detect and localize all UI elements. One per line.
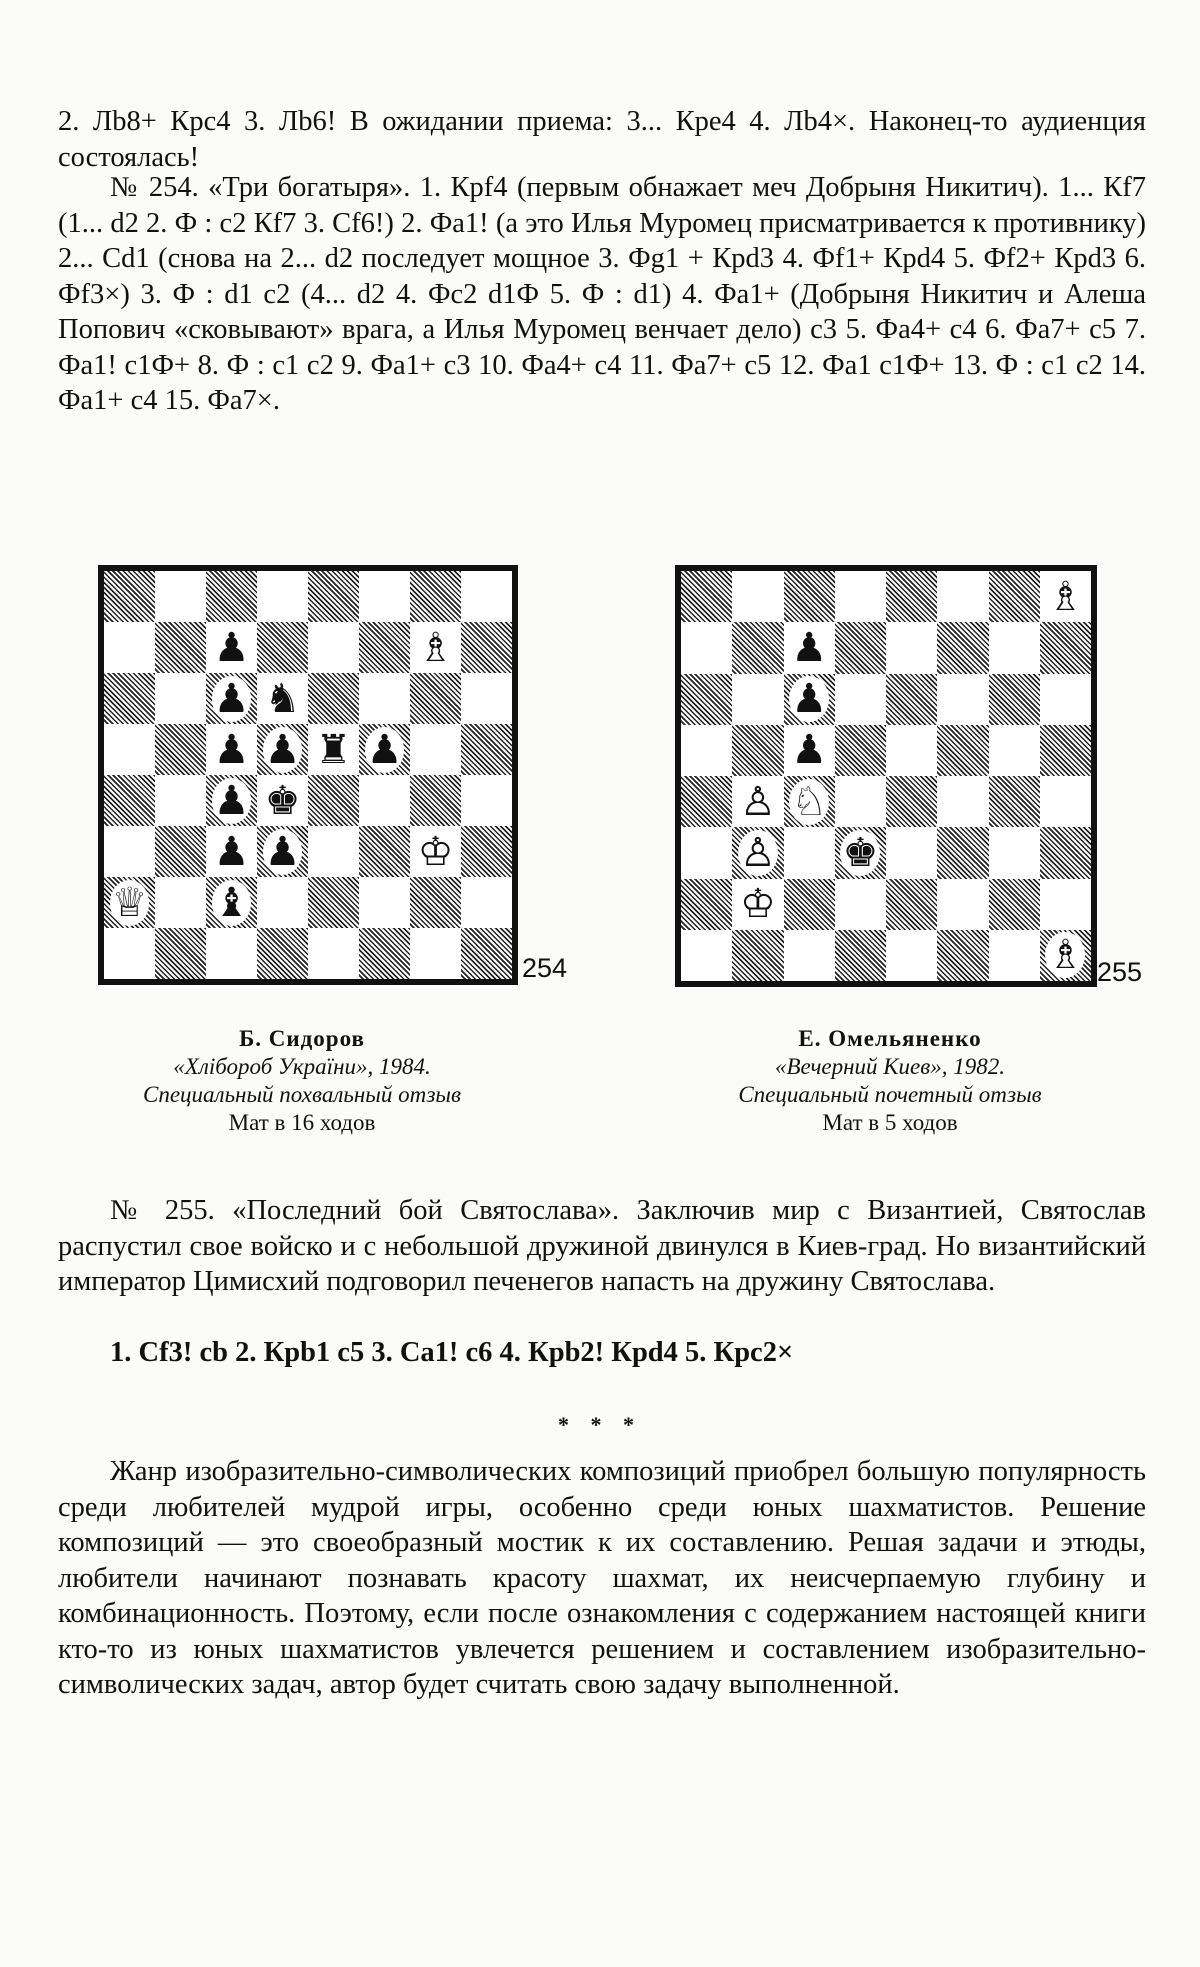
square-h6 [461, 673, 512, 724]
square-a4 [681, 776, 732, 827]
square-c6 [206, 673, 257, 724]
white-pawn-icon [738, 778, 778, 825]
chessboard-255 [675, 565, 1097, 987]
square-f4 [359, 775, 410, 826]
paragraph-solution-253-end: 2. Лb8+ Крc4 3. Лb6! В ожидании приема: 3... Крe4 4. Лb4×. Наконец-то аудиенция состоялась! [58, 106, 1146, 173]
white-king-icon [416, 828, 456, 875]
paragraph-afterword: Жанр изобразительно-символических композиций приобрел большую популярность среди любителей мудрой игры, особенно среди юных шахматистов. Решение композиций — это своеобразный мостик к их составлению. Решая задачи и этюды, любители начинают познавать красоту шахмат, их неисчерпаемую глубину и комбинационность. Поэтому, если после ознакомления с содержанием настоящей книги кто-то из юных шахматистов увлечется решением и составлением изобразительно-символических задач, автор будет считать свою задачу выполненной. [58, 1456, 1146, 1700]
square-c6 [784, 674, 835, 725]
square-g7 [989, 622, 1040, 673]
square-a3 [681, 827, 732, 878]
black-pawn-icon [263, 828, 303, 875]
square-d4 [257, 775, 308, 826]
piece-glyph: ♙ [739, 829, 776, 876]
square-h2 [461, 877, 512, 928]
square-a1 [681, 930, 732, 981]
black-pawn-icon [789, 676, 829, 723]
square-b6 [155, 673, 206, 724]
square-e5 [886, 725, 937, 776]
square-c2 [206, 877, 257, 928]
square-b5 [155, 724, 206, 775]
piece-glyph: ♟ [264, 726, 301, 773]
black-king-icon [263, 777, 303, 824]
square-f5 [937, 725, 988, 776]
square-e8 [886, 571, 937, 622]
square-b7 [732, 622, 783, 673]
square-d3 [257, 826, 308, 877]
piece-glyph: ♕ [111, 879, 148, 926]
square-b8 [732, 571, 783, 622]
square-f3 [359, 826, 410, 877]
square-e1 [308, 928, 359, 979]
square-c5 [784, 725, 835, 776]
square-d3 [835, 827, 886, 878]
white-bishop-icon [416, 624, 456, 671]
piece-glyph: ♟ [213, 828, 250, 875]
black-bishop-icon [212, 879, 252, 926]
square-b2 [155, 877, 206, 928]
section-separator: * * * [558, 1412, 642, 1437]
square-e7 [886, 622, 937, 673]
piece-glyph: ♗ [1047, 932, 1084, 979]
square-c3 [784, 827, 835, 878]
piece-glyph: ♟ [791, 727, 828, 774]
caption-source: «Хлібороб України», 1984. [173, 1054, 431, 1079]
square-f5 [359, 724, 410, 775]
square-g4 [410, 775, 461, 826]
black-pawn-icon [212, 675, 252, 722]
square-e2 [308, 877, 359, 928]
square-a3 [104, 826, 155, 877]
piece-glyph: ♟ [791, 624, 828, 671]
square-b5 [732, 725, 783, 776]
caption-award: Специальный похвальный отзыв [142, 1082, 461, 1107]
square-g4 [989, 776, 1040, 827]
square-d7 [835, 622, 886, 673]
black-rook-icon [314, 726, 354, 773]
square-d2 [835, 879, 886, 930]
square-d8 [257, 571, 308, 622]
square-a6 [104, 673, 155, 724]
square-g5 [410, 724, 461, 775]
square-h8 [1040, 571, 1091, 622]
square-e2 [886, 879, 937, 930]
white-bishop-icon [1045, 573, 1085, 620]
square-f7 [937, 622, 988, 673]
square-a8 [681, 571, 732, 622]
square-d1 [835, 930, 886, 981]
piece-glyph: ♝ [213, 879, 250, 926]
piece-glyph: ♚ [842, 829, 879, 876]
square-h5 [461, 724, 512, 775]
square-a1 [104, 928, 155, 979]
black-pawn-icon [789, 624, 829, 671]
paragraph-solution-255: № 255. «Последний бой Святослава». Заключив мир с Византией, Святослав распустил свое войско и с небольшой дружиной двинулся в Киев-град. Но византийский император Цимисхий подговорил печенегов напасть на дружину Святослава. [58, 1195, 1146, 1297]
square-d5 [257, 724, 308, 775]
square-e1 [886, 930, 937, 981]
square-g8 [989, 571, 1040, 622]
square-g5 [989, 725, 1040, 776]
square-f8 [937, 571, 988, 622]
square-f2 [359, 877, 410, 928]
square-e6 [308, 673, 359, 724]
square-h6 [1040, 674, 1091, 725]
square-b3 [732, 827, 783, 878]
diagram-254 [98, 565, 578, 995]
square-e6 [886, 674, 937, 725]
square-f2 [937, 879, 988, 930]
diagram-255 [675, 565, 1155, 995]
square-g2 [989, 879, 1040, 930]
square-a8 [104, 571, 155, 622]
square-c4 [784, 776, 835, 827]
square-h1 [1040, 930, 1091, 981]
black-pawn-icon [212, 777, 252, 824]
square-b3 [155, 826, 206, 877]
square-g7 [410, 622, 461, 673]
square-a4 [104, 775, 155, 826]
square-c7 [784, 622, 835, 673]
square-d6 [835, 674, 886, 725]
piece-glyph: ♜ [315, 726, 352, 773]
piece-glyph: ♚ [264, 777, 301, 824]
diagram-number: 255 [1097, 957, 1143, 987]
square-b8 [155, 571, 206, 622]
square-h2 [1040, 879, 1091, 930]
black-pawn-icon [365, 726, 405, 773]
white-pawn-icon [738, 829, 778, 876]
piece-glyph: ♟ [213, 777, 250, 824]
piece-glyph: ♞ [264, 675, 301, 722]
piece-glyph: ♟ [213, 624, 250, 671]
square-h3 [1040, 827, 1091, 878]
white-queen-icon [110, 879, 150, 926]
square-d6 [257, 673, 308, 724]
square-a5 [681, 725, 732, 776]
square-c7 [206, 622, 257, 673]
square-d1 [257, 928, 308, 979]
piece-glyph: ♔ [739, 881, 776, 928]
square-g3 [989, 827, 1040, 878]
square-b4 [155, 775, 206, 826]
caption-award: Специальный почетный отзыв [738, 1082, 1042, 1107]
caption-254 [72, 1025, 532, 1137]
square-c1 [784, 930, 835, 981]
square-g6 [989, 674, 1040, 725]
square-a5 [104, 724, 155, 775]
square-e4 [308, 775, 359, 826]
square-e4 [886, 776, 937, 827]
square-h5 [1040, 725, 1091, 776]
square-a2 [104, 877, 155, 928]
square-c8 [784, 571, 835, 622]
square-h4 [1040, 776, 1091, 827]
black-pawn-icon [789, 727, 829, 774]
square-d2 [257, 877, 308, 928]
square-c3 [206, 826, 257, 877]
square-f1 [937, 930, 988, 981]
square-e8 [308, 571, 359, 622]
square-c2 [784, 879, 835, 930]
square-f1 [359, 928, 410, 979]
square-b6 [732, 674, 783, 725]
white-king-icon [738, 881, 778, 928]
piece-glyph: ♗ [417, 624, 454, 671]
square-e3 [886, 827, 937, 878]
square-a2 [681, 879, 732, 930]
square-g1 [989, 930, 1040, 981]
square-b7 [155, 622, 206, 673]
paragraph-moves-255: 1. Сf3! cb 2. Крb1 c5 3. Сa1! c6 4. Крb2! Крd4 5. Крc2× [110, 1337, 794, 1368]
caption-author: Е. Омельяненко [798, 1026, 982, 1051]
square-a7 [104, 622, 155, 673]
square-a7 [681, 622, 732, 673]
caption-author: Б. Сидоров [239, 1026, 365, 1051]
black-pawn-icon [212, 726, 252, 773]
white-knight-icon [789, 778, 829, 825]
caption-source: «Вечерний Киев», 1982. [774, 1054, 1005, 1079]
square-c8 [206, 571, 257, 622]
paragraph-solution-254: № 254. «Три богатыря». 1. Крf4 (первым обнажает меч Добрыня Никитич). 1... Кf7 (1... d2 2. Ф : c2 Кf7 3. Сf6!) 2. Фa1! (а это Илья Муромец присматривается к противнику) 2... Сd1 (снова на 2... d2 последует мощное 3. Фg1 + Крd3 4. Фf1+ Крd4 5. Фf2+ Крd3 6. Фf3×) 3. Ф : d1 c2 (4... d2 4. Фc2 d1Ф 5. Ф : d1) 4. Фa1+ (Добрыня Никитич и Алеша Попович «сковывают» врага, а Илья Муромец венчает дело) c3 5. Фa4+ c4 6. Фa7+ c5 7. Фa1! c1Ф+ 8. Ф : c1 c2 9. Фa1+ c3 10. Фa4+ c4 11. Фa7+ c5 12. Фa1 c1Ф+ 13. Ф : c1 c2 14. Фa1+ c4 15. Фa7×. [58, 172, 1146, 416]
square-h4 [461, 775, 512, 826]
square-d4 [835, 776, 886, 827]
square-h1 [461, 928, 512, 979]
square-h8 [461, 571, 512, 622]
square-e5 [308, 724, 359, 775]
black-pawn-icon [263, 726, 303, 773]
piece-glyph: ♟ [791, 676, 828, 723]
square-d5 [835, 725, 886, 776]
piece-glyph: ♔ [417, 828, 454, 875]
square-c4 [206, 775, 257, 826]
square-b4 [732, 776, 783, 827]
square-h7 [1040, 622, 1091, 673]
square-d8 [835, 571, 886, 622]
square-g3 [410, 826, 461, 877]
black-pawn-icon [212, 624, 252, 671]
square-f6 [937, 674, 988, 725]
caption-task: Мат в 16 ходов [228, 1110, 376, 1135]
caption-task: Мат в 5 ходов [822, 1110, 958, 1135]
piece-glyph: ♘ [791, 778, 828, 825]
white-bishop-icon [1045, 932, 1085, 979]
square-f8 [359, 571, 410, 622]
piece-glyph: ♙ [739, 778, 776, 825]
piece-glyph: ♟ [366, 726, 403, 773]
caption-255 [660, 1025, 1120, 1137]
black-knight-icon [263, 675, 303, 722]
diagram-number: 254 [522, 953, 568, 983]
square-e7 [308, 622, 359, 673]
square-b1 [732, 930, 783, 981]
square-f6 [359, 673, 410, 724]
chessboard-254 [98, 565, 518, 985]
square-g8 [410, 571, 461, 622]
square-a6 [681, 674, 732, 725]
square-g1 [410, 928, 461, 979]
square-h3 [461, 826, 512, 877]
square-b1 [155, 928, 206, 979]
piece-glyph: ♟ [264, 828, 301, 875]
square-d7 [257, 622, 308, 673]
square-c5 [206, 724, 257, 775]
square-h7 [461, 622, 512, 673]
square-e3 [308, 826, 359, 877]
black-pawn-icon [212, 828, 252, 875]
piece-glyph: ♟ [213, 675, 250, 722]
square-f3 [937, 827, 988, 878]
piece-glyph: ♟ [213, 726, 250, 773]
square-f7 [359, 622, 410, 673]
square-f4 [937, 776, 988, 827]
square-b2 [732, 879, 783, 930]
square-g2 [410, 877, 461, 928]
square-g6 [410, 673, 461, 724]
piece-glyph: ♗ [1047, 573, 1084, 620]
black-king-icon [840, 829, 880, 876]
square-c1 [206, 928, 257, 979]
